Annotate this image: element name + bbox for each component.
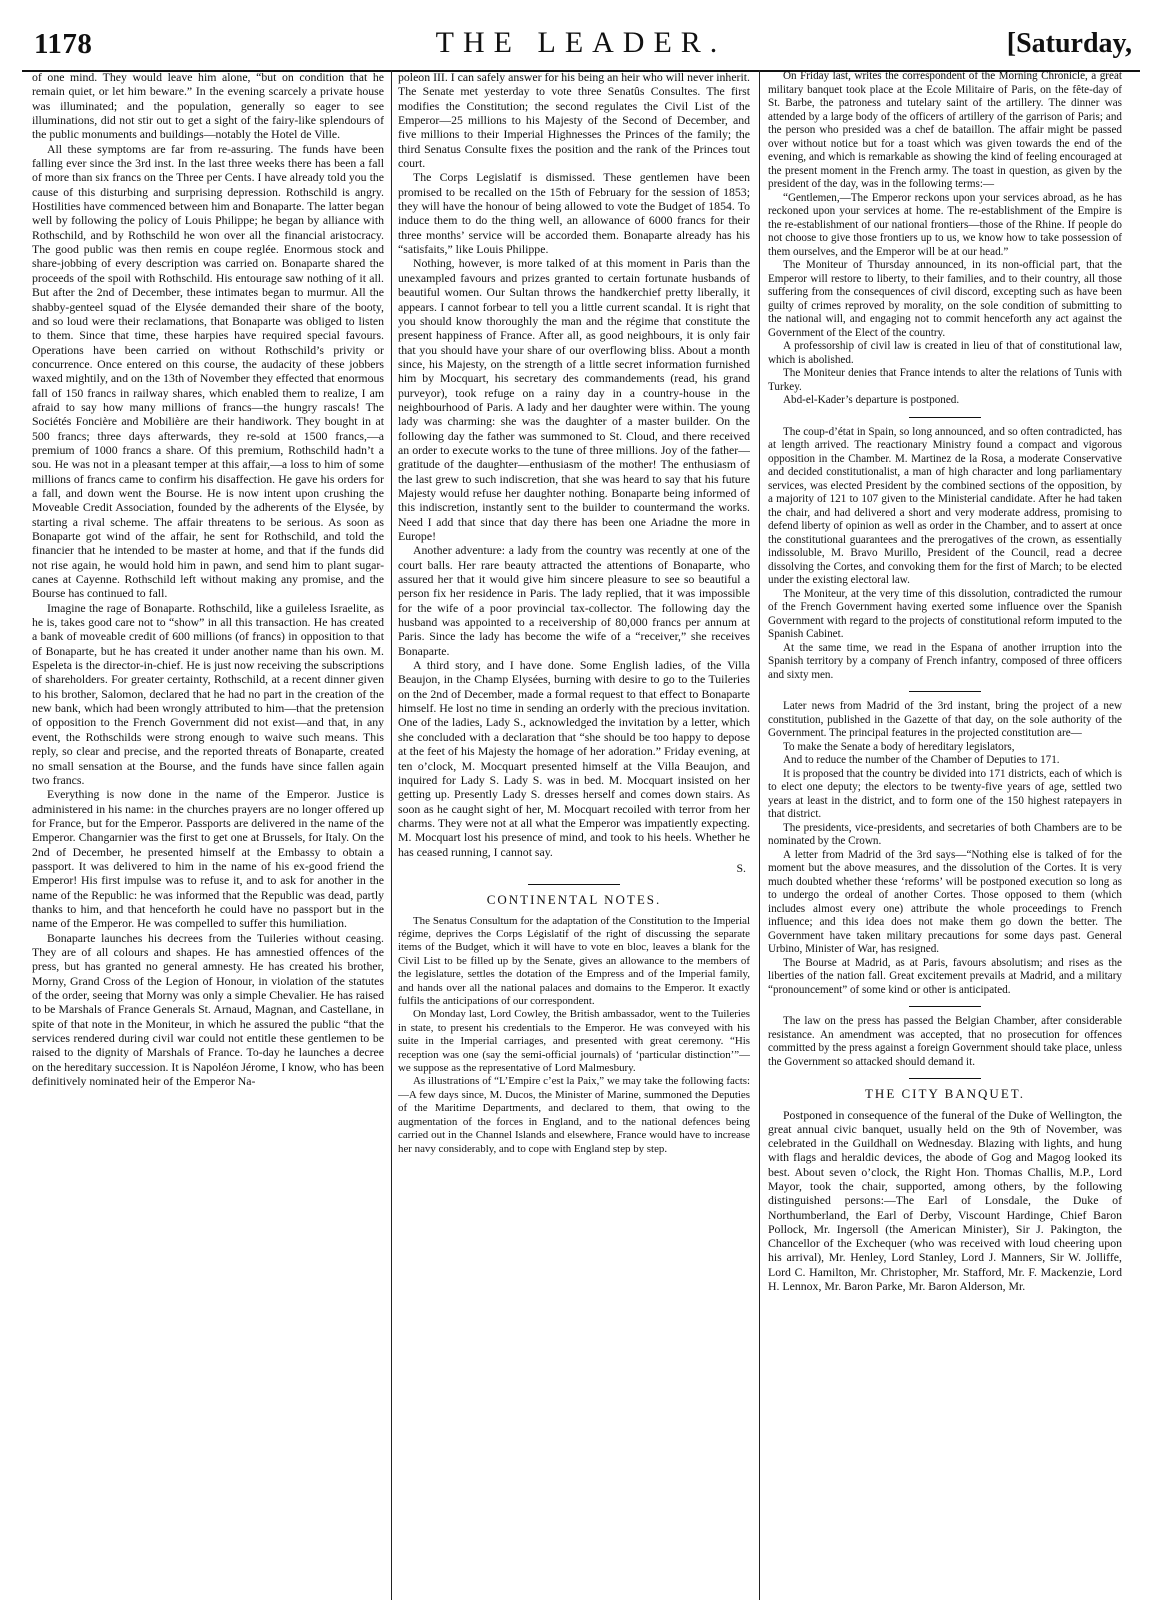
paragraph: A letter from Madrid of the 3rd says—“Nothing else is talked of for the moment but the above measures, and the dissolution of the Cortes. It is very much doubted whether these ‘reforms’ will be postponed execution so long as to undergo the ordeal of another Cortes. Those opposed to them (which includes almost every one) attribute the whole proceedings to French influence; and this idea does not make them go down the better. The Government have taken military precautions for some days past. General Urbino, Minister of War, has resigned. (768, 848, 1122, 955)
masthead (22, 20, 1140, 72)
paragraph: As illustrations of “L’Empire c’est la Paix,” we may take the following facts:—A few days since, M. Ducos, the Minister of Marine, summoned the Deputies of the Maritime Departments, and declared to them, that owing to the augmentation of the forces in England, and to the national defences being carried out in the Channel Islands and elsewhere, France would have to increase her navy considerably, and to cope with England step by step. (398, 1075, 750, 1155)
column-rule (391, 70, 392, 1600)
section-divider (909, 691, 981, 692)
paragraph: The coup-d’état in Spain, so long announced, and so often contradicted, has at length arrived. The reactionary Ministry found a compact and vigorous opposition in the Chamber. M. Martinez de la Rosa, a moderate Conservative and decided constitutionalist, a man of high character and long parliamentary services, was elected President by the combined sections of the opposition, by a majority of 121 to 107 given to the Ministerial candidate. After he had taken the chair, and had delivered a short and very moderate address, promising to defend liberty of opinion as well as order in the Chamber, and to assert at once the constitutional guarantees and the prerogatives of the crown, as essentially indissoluble, M. Bravo Murillo, President of the Council, read a decree dissolving the Cortes, and convoking them for the first of March; to be elected under the existing electoral law. (768, 425, 1122, 586)
section-divider (909, 417, 981, 418)
paragraph: poleon III. I can safely answer for his being an heir who will never inherit. The Senate met yesterday to vote three Senatûs Consultes. The first modifies the Constitution; the second regulates the Civil List of the Emperor—25 millions to his Majesty of the Second of December, and five millions to their Imperial Highnesses the Princes of the family; the third Senatus Consulte fixes the position and the rank of the Princes tout court. (398, 70, 750, 171)
issue-day: [Saturday, (1006, 28, 1132, 59)
newspaper-title: THE LEADER. (435, 26, 727, 59)
paragraph: Nothing, however, is more talked of at this moment in Paris than the unexampled favours and prizes granted to certain fortunate husbands of beautiful women. Our Sultan throws the handkerchief pretty liberally, it appears. I cannot forbear to tell you a little current scandal. It is right that you should know thoroughly the man and the régime that constitute the present happiness of France. After all, as good neighbours, it is only fair that you should have your share of our overflowing bliss. About a month since, his Majesty, on the strength of a little secret information furnished him by Mocquart, his secretary des commandements (read, his grand purveyor), took refuge on a rainy day in a country-house in the neighbourhood of Paris. A lady and her daughter were within. The young lady was charming: she was the daughter of a master builder. On the following day the father was summoned to St. Cloud, and there received an order to execute works to the tune of three millions. Joy of the father—gratitude of the daughter—enthusiasm of the mother! The enthusiasm of the last grew to such indiscretion, that she was heard to say that his future Majesty would refuse her daughter nothing. Bonaparte being informed of this indiscretion, instantly sent to the builder to countermand the works. Need I add that since that day there has been one Ariadne the more in Europe! (398, 256, 750, 543)
paragraph: The Moniteur of Thursday announced, in its non-official part, that the Emperor will restore to liberty, to their families, and to their country, all those suffering from the consequences of civil discord, excepting such as have been guilty of crimes reproved by morality, on the sole condition of submitting to the national will, and engaging not to commit henceforth any act against the Government of the Elect of the country. (768, 259, 1122, 339)
page-number: 1178 (34, 28, 93, 60)
paragraph: It is proposed that the country be divided into 171 districts, each of which is to elect one deputy; the electors to be twenty-five years of age, settled two years at least in the district, and to form one of the 150 highest ratepayers in that district. (768, 767, 1122, 820)
paragraph: And to reduce the number of the Chamber of Deputies to 171. (783, 754, 1060, 766)
column-rule (759, 70, 760, 1600)
paragraph: The Moniteur denies that France intends to alter the relations of Tunis with Turkey. (768, 367, 1122, 393)
paragraph: On Monday last, Lord Cowley, the British ambassador, went to the Tuileries in state, to present his credentials to the Emperor. He was conveyed with his suite in the Imperial carriages, and presented with great ceremony. “His reception was one (say the semi-official journals) of ‘particular distinction’”—we suppose as the representative of Lord Malmesbury. (398, 1008, 750, 1075)
paragraph: The Moniteur, at the very time of this dissolution, contradicted the rumour of the French Government having exerted some influence over the Spanish Government with regard to the projects of constitutional reform imputed to the Spanish Cabinet. (768, 587, 1122, 640)
paragraph: Later news from Madrid of the 3rd instant, bring the project of a new constitution, published in the Gazette of that day, on the sole authority of the Government. The principal features in the projected constitution are— (768, 700, 1122, 739)
paragraph: Another adventure: a lady from the country was recently at one of the court balls. Her rare beauty attracted the attentions of Bonaparte, who assured her that it would give him sincere pleasure to see so beautiful a person fix her residence in Paris. The lady replied, that it was impossible for the wife of a poor provincial tax-collector. The following day the husband was appointed to a receivership of 80,000 francs per annum at Paris. Since the lady has become the wife of a “receiver,” she receives Bonaparte. (398, 543, 750, 658)
column-3 (768, 70, 1122, 1600)
paragraph: Bonaparte launches his decrees from the Tuileries without ceasing. They are of all colours and shapes. He has amnestied offences of the press, but has granted no general amnesty. He has created his brother, Morny, Grand Cross of the Legion of Honour, in violation of the statutes of the order, seeing that Morny was only a simple Chevalier. He has raised to be Marshals of France Generals St. Arnaud, Magnan, and Castellane, in spite of that note in the Moniteur, in which he assured the public “that the services rendered during civil war could not entitle these gentlemen to be raised to the dignity of Marshals of France. To-day he launches a decree on the hereditary succession. It is Napoléon Jérome, I know, who has been definitively nominated heir of the Emperor Na- (32, 930, 384, 1089)
section-heading-city-banquet: THE CITY BANQUET. (864, 1086, 1025, 1101)
paragraph: A professorship of civil law is created in lieu of that of constitutional law, which is abolished. (768, 340, 1122, 366)
section-heading-continental-notes: CONTINENTAL NOTES. (486, 892, 662, 908)
column-1 (32, 70, 384, 1600)
paragraph: Abd-el-Kader’s departure is postponed. (783, 394, 960, 406)
paragraph: All these symptoms are far from re-assuring. The funds have been falling ever since the 3rd inst. In the last three weeks there has been a fall of more than six francs on the Three per Cents. I have already told you the cause of this disturbing and surprising depression. Rothschild is angry. Hostilities have commenced between him and Bonaparte. The latter began well by following the policy of Louis Philippe; he began by alliance with Rothschild, and by Rothschild he won over all the financial aristocracy. The good public was then remis en coupe reglée. Enormous stock and share-jobbing of every description was carried on. Bonaparte shared the proceeds of the spoil with Rothschild. His entourage saw nothing of it all. But after the 2nd of December, these intimates began to murmur. All the shabby-genteel squad of the Elysée demanded their share of the booty, and so loud were their reclamations, that Bonaparte was obliged to listen to them. Since that time, these harpies have required special favours. Operations have been carried on without Rothschild’s privity or concurrence. Once entered on this course, the audacity of these jobbers waxed mightily, and on the 13th of November they effected that enormous fall of 150 francs in railway shares, which enabled them to realize, I am afraid to say how many millions of francs—the hungry rascals! The Sociétés Foncière and Mobilière are their handiwork. They bought in at 500 francs; three days afterwards, they re-sold at 1500 francs,—a premium of 1000 francs a share. Of this premium, Rothschild hadn’t a sou. He was not in a pleasant temper at this affair,—a loss to him of some millions of francs came to confirm his disaffection. He gave his orders for a fall, and down went the Bourse. He is now intent upon crushing the Moveable Credit Association, founded by the adherents of the Elysée, by starting a rival scheme. The affair threatens to be serious. As soon as Bonaparte got wind of the affair, he sent for Rothschild, and told the financier that he intended to be master at home, and that if the funds did not rise again, he would hold him in pawn, and send him to plant sugar-canes at Cayenne. Rothschild left without making any promise, and the Bourse has continued to fall. (32, 141, 384, 601)
paragraph: On Friday last, writes the correspondent of the Morning Chronicle, a great military banquet took place at the Ecole Militaire of Paris, on the fête-day of St. Barbe, the patroness and tutelary saint of the artillery. The dinner was attended by a large body of the officers of artillery of the garrison of Paris; and the person who presided was a chef de bataillon. The affair might be passed over without notice but for a toast which was given towards the end of the evening, and which is remarkable as showing the kind of feeling encouraged at the present moment in the French army. The toast in question, as given by the president of the day, was in the following terms:— (768, 70, 1122, 190)
paragraph: The presidents, vice-presidents, and secretaries of both Chambers are to be nominated by the Crown. (768, 821, 1122, 847)
paragraph: “Gentlemen,—The Emperor reckons upon your services abroad, as he has reckoned upon your services at home. The re-establishment of the Empire is the re-establishment of our national frontiers—those of the Rhine. If people do not choose to give those frontiers up to us, we know how to take possession of them ourselves, and the Emperor will be at our head.” (768, 191, 1122, 258)
paragraph: The Bourse at Madrid, as at Paris, favours absolutism; and rises as the liberties of the nation fall. Great excitement prevails at Madrid, and a military “pronouncement” of some kind or other is anticipated. (768, 956, 1122, 996)
paragraph: The Senatus Consultum for the adaptation of the Constitution to the Imperial régime, deprives the Corps Législatif of the right of discussing the separate items of the Budget, which it will have to vote en bloc, leaves a blank for the Civil List to be filled up by the Senate, gives an allowance to the members of the legislature, settles the dotation of the Empress and of the Imperial family, and hands over all the national palaces and domains to the Emperor. It exactly fulfils the anticipations of our correspondent. (398, 914, 750, 1008)
section-divider (909, 1006, 981, 1007)
paragraph: The Corps Legislatif is dismissed. These gentlemen have been promised to be recalled on the 15th of February for the session of 1853; they will have the honour of being allowed to vote the Budget of 1854. To induce them to do the thing well, an allowance of 6000 francs for their three months’ service will be accorded them. Bonaparte already has his “satisfaits,” like Louis Philippe. (398, 170, 750, 257)
paragraph: To make the Senate a body of hereditary legislators, (783, 740, 1015, 753)
section-divider (528, 884, 620, 885)
paragraph: of one mind. They would leave him alone, “but on condition that he remain quiet, or let him beware.” In the evening scarcely a private house was illuminated; and the population, generally so eager to see illuminations, did not stir out to get a sight of the fairy-like splendours of the public monuments and buildings—notably the Hotel de Ville. (32, 70, 384, 142)
section-divider (909, 1078, 981, 1079)
paragraph: Imagine the rage of Bonaparte. Rothschild, like a guileless Israelite, as he is, takes good care not to “show” in all this transaction. He has created a bank of moveable credit of 600 millions (of francs) in opposition to that of Bonaparte, but he has created it under another name than his own. M. Espeleta is the director-in-chief. He is just now receiving the subscriptions of shareholders. For greater certainty, Rothschild, at a recent dinner given to his brother, Salomon, declared that he had no part in the creation of the new bank, which had been wrongly attributed to him—that the pretension of opposition to the French Government did not exist—and that, in any event, the Rothschilds were strong enough to waive such means. This reply, so clear and precise, and the reported threats of Bonaparte, created no small sensation at the Bourse, and the funds have since fallen again two francs. (32, 600, 384, 787)
paragraph: At the same time, we read in the Espana of another irruption into the Spanish territory by a company of French infantry, composed of three officers and sixty men. (768, 641, 1122, 681)
paragraph: Postponed in consequence of the funeral of the Duke of Wellington, the great annual civic banquet, usually held on the 9th of November, was celebrated in the Guildhall on Wednesday. Blazing with lights, and hung with flags and heraldic devices, the abode of Gog and Magog looked its best. About seven o’clock, the Right Hon. Thomas Challis, M.P., Lord Mayor, took the chair, supported, among others, by the following distinguished persons:—The Earl of Lonsdale, the Duke of Northumberland, the Earl of Derby, Viscount Hardinge, Chief Baron Pollock, Mr. Ingersoll (the American Minister), Sir J. Pakington, the Chancellor of the Exchequer (who was received with loud cheering upon his arrival), Mr. Henley, Lord Stanley, Lord J. Manners, Sir W. Jolliffe, Lord C. Hamilton, Mr. Christopher, Mr. Stafford, Mr. F. Mackenzie, Lord H. Lennox, Mr. Baron Parke, Mr. Baron Alderson, Mr. (768, 1107, 1122, 1294)
column-2 (398, 70, 750, 1600)
correspondent-signature: S. (736, 860, 746, 875)
paragraph: A third story, and I have done. Some English ladies, of the Villa Beaujon, in the Champ Elysées, burning with desire to go to the Tuileries on the 2nd of December, made a formal request to that effect to Bonaparte himself. He lost no time in sending an orderly with the precious invitation. One of the ladies, Lady S., acknowledged the invitation by a letter, which she concluded with a declaration that “she should be too happy to depose at the feet of his Majesty the homage of her adoration.” Friday evening, at ten o’clock, M. Mocquart presented himself at the Villa Beaujon, and inquired for Lady S. Lady S. was in bed. M. Mocquart insisted on her getting up. Presently Lady S. dresses herself and comes down stairs. As soon as he caught sight of her, M. Mocquart recoiled with terror from her charms. They were not at all what the Emperor was impatiently expecting. M. Mocquart lost his presence of mind, and took to his heels. Whether he has ceased running, I cannot say. (398, 658, 750, 859)
paragraph: The law on the press has passed the Belgian Chamber, after considerable resistance. An amendment was accepted, that no prosecution for offences committed by the press against a foreign Government should take place, unless the Government so attacked should demand it. (768, 1015, 1122, 1068)
paragraph: Everything is now done in the name of the Emperor. Justice is administered in his name: in the churches prayers are no longer offered up for France, but for the Emperor. Passports are delivered in the name of the Emperor. Changarnier was the first to get one at Brussels, for Italy. On the 2nd of December, he presented himself at the Embassy to obtain a passport. It was delivered to him in the name of his ex-good friend the Emperor! His first impulse was to refuse it, and to ask for another in the name of the Republic: he was informed that the Republic was dead, partly thanks to him, and that henceforth he could have no passport but in the name of the Emperor. He was compelled to suffer this humiliation. (32, 787, 384, 931)
